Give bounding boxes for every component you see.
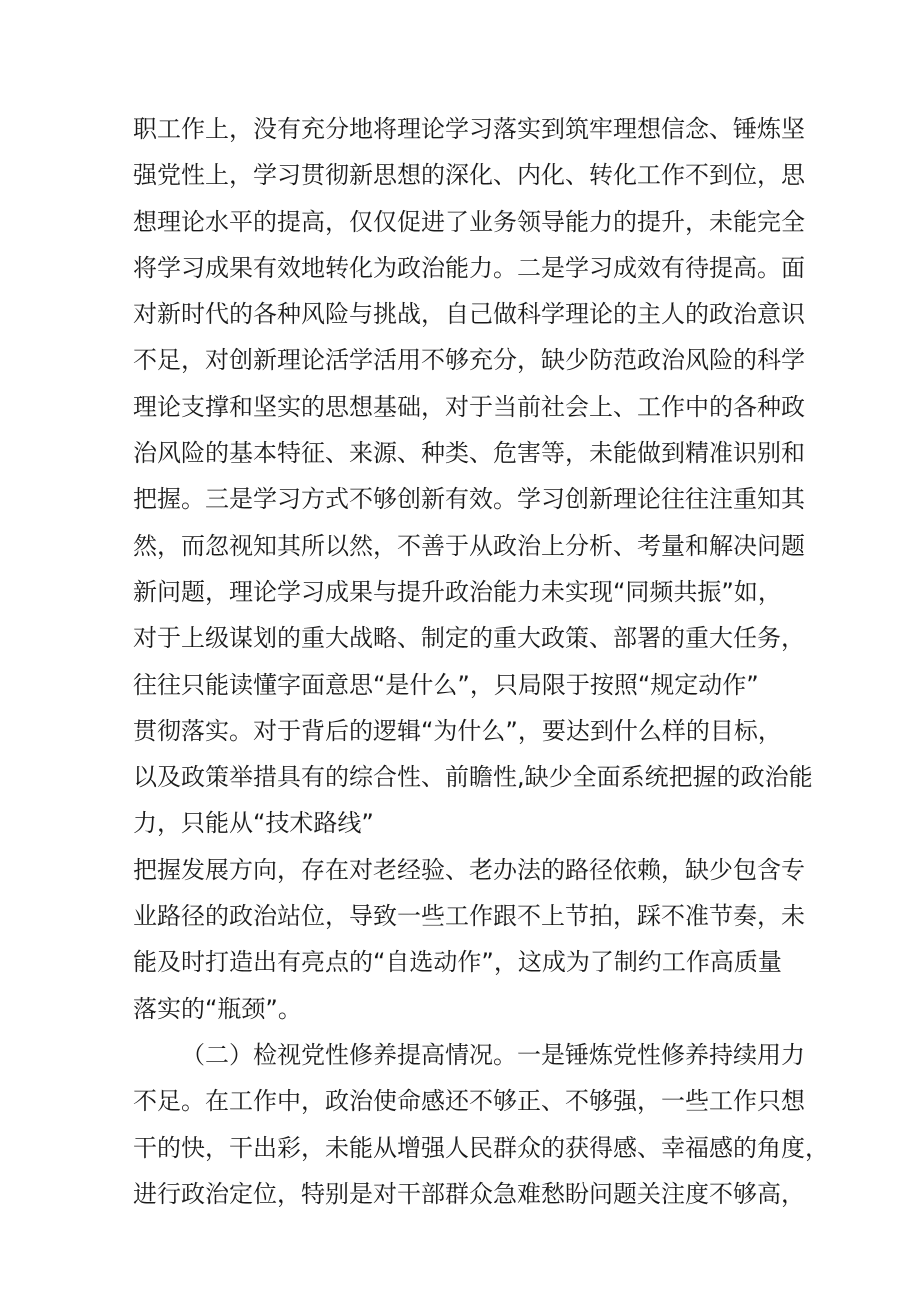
text-line: 进行政治定位，特别是对干部群众急难愁盼问题关注度不够高，	[133, 1179, 805, 1208]
text-line: 新问题，理论学习成果与提升政治能力未实现“同频共振”如，	[133, 577, 782, 606]
paragraph-start-line: （二）检视党性修养提高情况。一是锤炼党性修养持续用力	[181, 1040, 805, 1069]
document-body	[133, 106, 829, 1217]
text-line: 不足，对创新理论活学活用不够充分，缺少防范政治风险的科学	[133, 346, 805, 375]
text-line: 贯彻落实。对于背后的逻辑“为什么”，要达到什么样的目标，	[133, 716, 782, 745]
text-line: 落实的“瓶颈”。	[133, 994, 302, 1023]
text-line: 职工作上，没有充分地将理论学习落实到筑牢理想信念、锤炼坚	[133, 115, 805, 143]
text-line: 想理论水平的提高，仅仅促进了业务领导能力的提升，未能完全	[133, 207, 805, 236]
text-line: 治风险的基本特征、来源、种类、危害等，未能做到精准识别和	[133, 439, 805, 468]
text-line: 把握发展方向，存在对老经验、老办法的路径依赖，缺少包含专	[133, 855, 805, 884]
text-line: 将学习成果有效地转化为政治能力。二是学习成效有待提高。面	[133, 253, 805, 282]
text-line: 对于上级谋划的重大战略、制定的重大政策、部署的重大任务，	[133, 624, 805, 653]
text-line: 把握。三是学习方式不够创新有效。学习创新理论往往注重知其	[133, 485, 805, 514]
text-line: 能及时打造出有亮点的“自选动作”，这成为了制约工作高质量	[133, 948, 782, 977]
text-line: 理论支撑和坚实的思想基础，对于当前社会上、工作中的各种政	[133, 392, 805, 421]
text-line: 往往只能读懂字面意思“是什么”，只局限于按照“规定动作”	[133, 670, 759, 699]
text-line: 以及政策举措具有的综合性、前瞻性,缺少全面系统把握的政治能	[133, 763, 813, 792]
text-line: 干的快，干出彩，未能从增强人民群众的获得感、幸福感的角度，	[133, 1133, 829, 1162]
text-line: 对新时代的各种风险与挑战，自己做科学理论的主人的政治意识	[133, 300, 805, 329]
text-line: 然，而忽视知其所以然，不善于从政治上分析、考量和解决问题	[133, 531, 805, 560]
text-line: 强党性上，学习贯彻新思想的深化、内化、转化工作不到位，思	[133, 161, 805, 190]
text-line: 力，只能从“技术路线”	[133, 809, 374, 838]
text-line: 不足。在工作中，政治使命感还不够正、不够强，一些工作只想	[133, 1087, 805, 1116]
text-line: 业路径的政治站位，导致一些工作跟不上节拍，踩不准节奏，未	[133, 902, 805, 931]
